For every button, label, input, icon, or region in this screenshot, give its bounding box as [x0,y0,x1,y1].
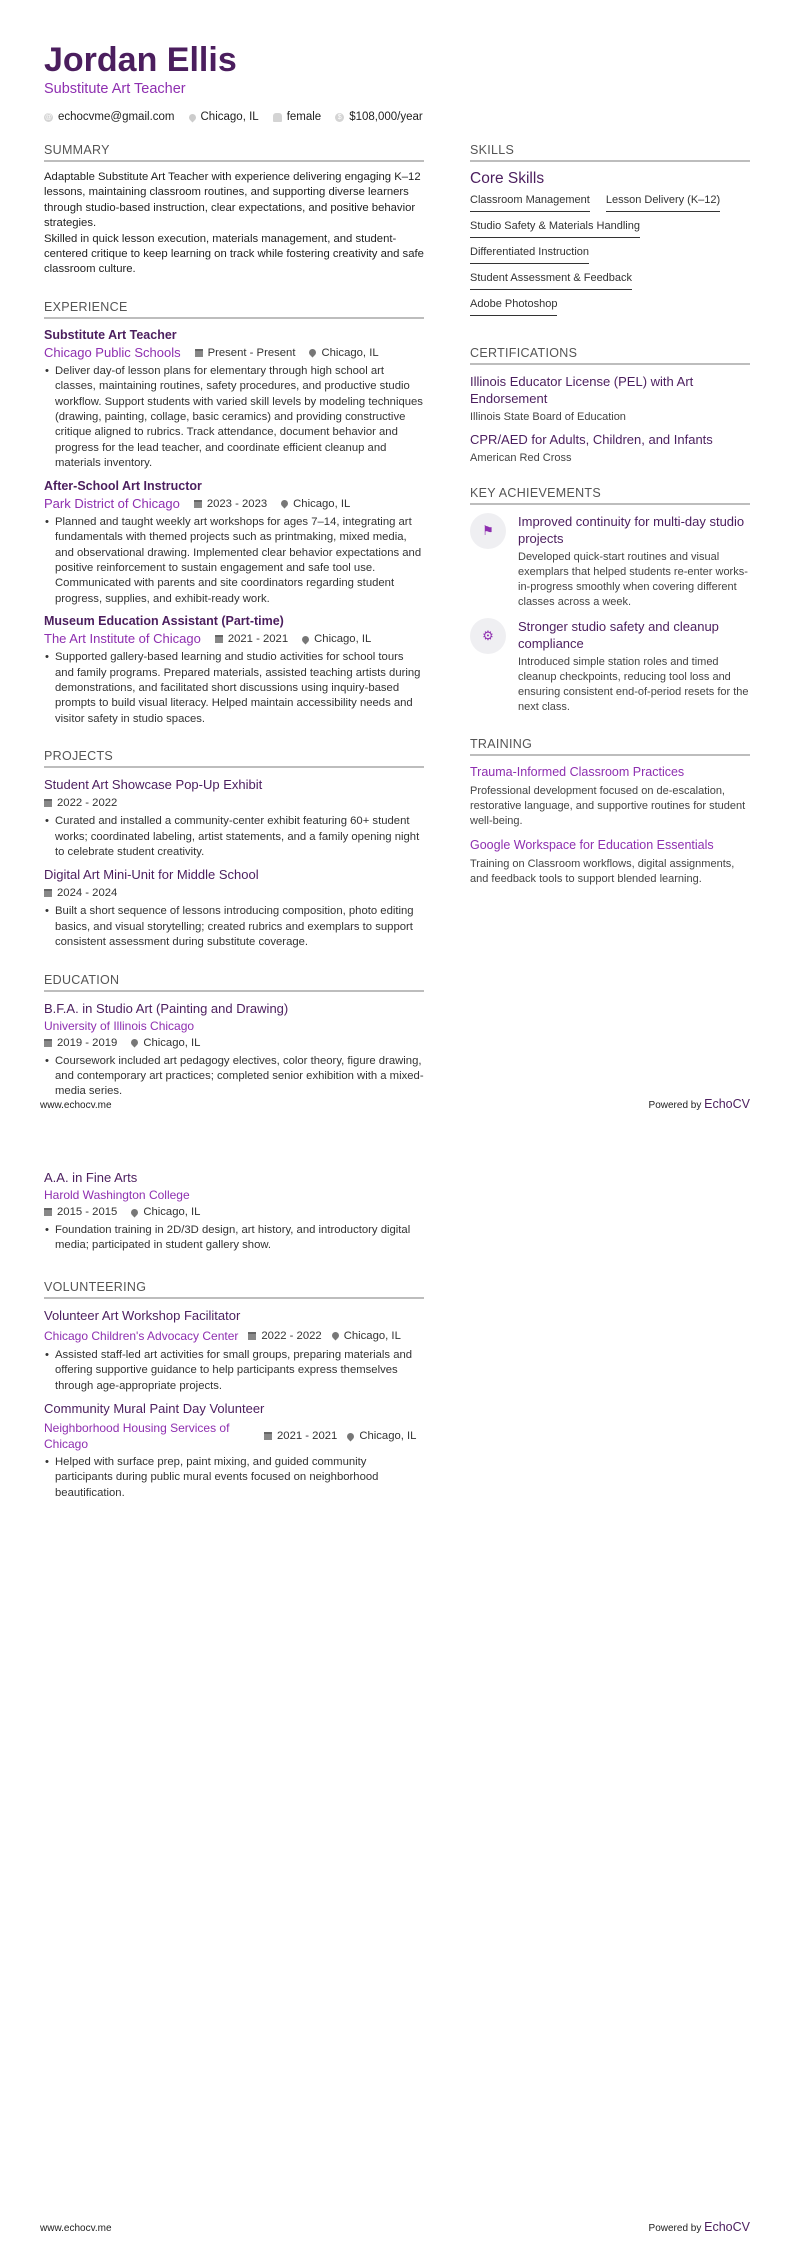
achievement-title: Improved continuity for multi-day studio projects [518,514,745,546]
dollar-icon: $ [335,113,344,122]
candidate-title: Substitute Art Teacher [44,81,186,97]
achievement-title: Stronger studio safety and cleanup compliance [518,619,719,651]
training-desc: Training on Classroom workflows, digital assignments, and feedback tools to support blended learning. [470,858,735,885]
contact-email[interactable]: echocvme@gmail.com [58,111,175,123]
job-title: Substitute Art Teacher [44,327,177,342]
calendar-icon [215,635,223,643]
volunteering-section [44,1280,424,1501]
contact-salary: $108,000/year [349,111,423,123]
volunteer-title: Volunteer Art Workshop Facilitator [44,1307,241,1323]
project-bullet: • Curated and installed a community-center exhibit featuring 60+ student works; coordinated labeling, artist statements, and a family opening night to celebrate student creativity. [44,814,424,860]
bookmark-slash-icon: ⚑ [470,513,506,549]
job-dates: 2021 - 2021 [227,633,289,646]
skill-tag: Differentiated Instruction [470,246,589,264]
school: Harold Washington College [44,1188,190,1202]
project-dates: 2024 - 2024 [57,887,118,900]
footer-brand: EchoCV [704,2220,750,2234]
page-footer [40,2220,750,2234]
footer-powered: Powered by [648,2223,702,2234]
volunteer-dates: 2021 - 2021 [277,1430,338,1443]
volunteer-item [44,1307,424,1394]
employer: Chicago Public Schools [44,344,181,360]
candidate-name: Jordan Ellis [44,41,237,79]
certification-issuer: American Red Cross [470,452,572,464]
section-heading: EDUCATION [44,973,424,992]
education-item [44,1169,424,1254]
location-pin-icon [308,348,318,358]
contact-gender: female [286,111,322,123]
volunteer-location: Chicago, IL [359,1430,417,1443]
person-icon [273,113,282,122]
experience-item [44,327,424,472]
job-dates: 2023 - 2023 [206,497,268,510]
achievement-item [470,618,750,715]
section-heading: PROJECTS [44,749,424,768]
summary-paragraph: Adaptable Substitute Art Teacher with experience delivering engaging K–12 lessons, maintaining classroom routines, and supporting diverse learners through studio-based instruction, clear expectations, and positive behavior strategies. [44,171,421,230]
employer: Park District of Chicago [44,495,180,511]
volunteer-org: Neighborhood Housing Services of Chicago [44,1421,230,1452]
training-section [470,737,750,887]
skill-tag: Adobe Photoshop [470,298,557,316]
section-heading: TRAINING [470,737,750,756]
section-heading: SUMMARY [44,143,424,162]
job-location: Chicago, IL [314,633,372,646]
education-dates: 2015 - 2015 [57,1206,118,1218]
at-icon: @ [44,113,53,121]
section-heading: EXPERIENCE [44,300,424,319]
education-location: Chicago, IL [143,1036,201,1049]
project-item [44,866,424,950]
section-heading: SKILLS [470,143,750,162]
training-title: Trauma-Informed Classroom Practices [470,765,685,779]
location-pin-icon [346,1431,356,1441]
contact-row [44,111,423,123]
summary-paragraph: Skilled in quick lesson execution, materials management, and student-centered critique to keep learning on track while fostering creativity and safe classroom culture. [44,232,424,276]
certification-issuer: Illinois State Board of Education [470,411,626,423]
left-column [44,1163,424,1523]
degree: A.A. in Fine Arts [44,1170,138,1185]
employer: The Art Institute of Chicago [44,631,201,647]
footer-powered: Powered by [648,1100,702,1111]
volunteer-bullet: • Assisted staff-led art activities for small groups, preparing materials and offering supportive guidance to help participants express themselves through age-appropriate projects. [44,1348,424,1394]
calendar-icon [44,1039,52,1047]
education-item [44,1000,424,1100]
education-section-continued [44,1169,424,1254]
calendar-icon [248,1332,256,1340]
experience-section [44,300,424,727]
calendar-icon [44,799,52,807]
education-dates: 2019 - 2019 [57,1036,118,1049]
job-title: Museum Education Assistant (Part-time) [44,614,284,629]
project-title: Digital Art Mini-Unit for Middle School [44,867,259,883]
summary-section [44,143,424,278]
location-pin-icon [130,1207,140,1217]
contact-location: Chicago, IL [200,111,259,123]
page-footer [40,1097,750,1111]
volunteer-location: Chicago, IL [343,1329,401,1342]
job-bullet: • Planned and taught weekly art workshops for ages 7–14, integrating art fundamentals with themed projects such as printmaking, mixed media, and observational drawing. Implemented clear behavior expectations and positive reinforcement to sustain engagement and safe tool use. Communicated with parents and site coordinators regarding student progress, supplies, and exhibit-ready work. [44,515,424,607]
job-dates: Present - Present [207,346,296,359]
job-location: Chicago, IL [321,346,379,359]
degree: B.F.A. in Studio Art (Painting and Drawing) [44,1000,289,1016]
volunteer-item [44,1400,424,1501]
calendar-icon [195,349,203,357]
project-bullet: • Built a short sequence of lessons introducing composition, photo editing basics, and visual storytelling; created rubrics and exemplars to support consistent assessment during substitute coverage. [44,904,424,950]
skill-tag: Student Assessment & Feedback [470,272,632,290]
certification-name: Illinois Educator License (PEL) with Art Endorsement [470,374,694,406]
location-pin-icon [330,1331,340,1341]
achievement-desc: Developed quick-start routines and visual exemplars that helped students re-enter works-in-progress smoothly when covering different classes across a week. [518,551,748,608]
education-bullet: • Coursework included art pedagogy electives, color theory, figure drawing, and contemporary art practices; completed senior exhibition with a mixed-media series. [44,1054,424,1100]
job-bullet: • Supported gallery-based learning and studio activities for school tours and family programs. Prepared materials, assisted teaching artists during demonstrations, and facilitated short discussions using inquiry-based prompts to build visual literacy. Helped maintain accessibility needs and visitor safety in studio spaces. [44,650,424,727]
skill-tag: Classroom Management [470,194,590,212]
achievements-section [470,486,750,715]
right-column [470,143,750,909]
calendar-icon [44,1208,52,1216]
location-pin-icon [280,499,290,509]
section-heading: VOLUNTEERING [44,1280,424,1299]
resume-header [44,40,423,123]
job-bullet: • Deliver day-of lesson plans for elementary through high school art classes, maintaining routines, safety procedures, and productive studio workflow. Support students with varied skill levels by modeling techniques (drawing, painting, collage, basic ceramics) and providing constructive critique aligned to rubrics. Track attendance, document behavior and progress for the lead teacher, and coordinate efficient cleanup and materials inventory. [44,364,424,472]
section-heading: CERTIFICATIONS [470,346,750,365]
skill-group-title: Core Skills [470,170,545,187]
project-item [44,776,424,860]
calendar-icon [44,889,52,897]
skill-tag: Lesson Delivery (K–12) [606,194,720,212]
training-desc: Professional development focused on de-escalation, restorative language, and supportive routines for student well-being. [470,785,746,827]
calendar-icon [194,500,202,508]
projects-section [44,749,424,950]
footer-url[interactable]: www.echocv.me [40,2223,112,2234]
volunteer-title: Community Mural Paint Day Volunteer [44,1401,265,1417]
education-bullet: • Foundation training in 2D/3D design, art history, and introductory digital media; participated in student gallery show. [44,1223,424,1254]
footer-brand: EchoCV [704,1097,750,1111]
school: University of Illinois Chicago [44,1018,195,1033]
experience-item [44,478,424,607]
resume-page-2 [0,1123,794,2246]
volunteer-bullet: • Helped with surface prep, paint mixing, and guided community participants during public mural events focused on neighborhood beautification. [44,1455,424,1501]
skill-tag: Studio Safety & Materials Handling [470,220,640,238]
training-title: Google Workspace for Education Essentials [470,838,714,852]
skills-section [470,143,750,324]
achievement-desc: Introduced simple station roles and timed cleanup checkpoints, reducing tool loss and ensuring consistent end-of-period resets for the next class. [518,656,749,713]
volunteer-dates: 2022 - 2022 [261,1329,322,1342]
experience-item [44,613,424,727]
volunteer-org: Chicago Children's Advocacy Center [44,1328,239,1343]
location-pin-icon [301,634,311,644]
footer-url[interactable]: www.echocv.me [40,1100,112,1111]
project-title: Student Art Showcase Pop-Up Exhibit [44,777,263,793]
project-dates: 2022 - 2022 [57,797,118,810]
gear-icon: ⚙ [470,618,506,654]
section-heading: KEY ACHIEVEMENTS [470,486,750,505]
education-section [44,973,424,1100]
achievement-item [470,513,750,610]
location-pin-icon [187,112,197,122]
education-location: Chicago, IL [143,1206,201,1218]
left-column [44,143,424,1122]
certifications-section [470,346,750,464]
certification-name: CPR/AED for Adults, Children, and Infants [470,432,713,447]
job-title: After-School Art Instructor [44,478,202,493]
calendar-icon [264,1432,272,1440]
job-location: Chicago, IL [293,497,351,510]
location-pin-icon [130,1038,140,1048]
